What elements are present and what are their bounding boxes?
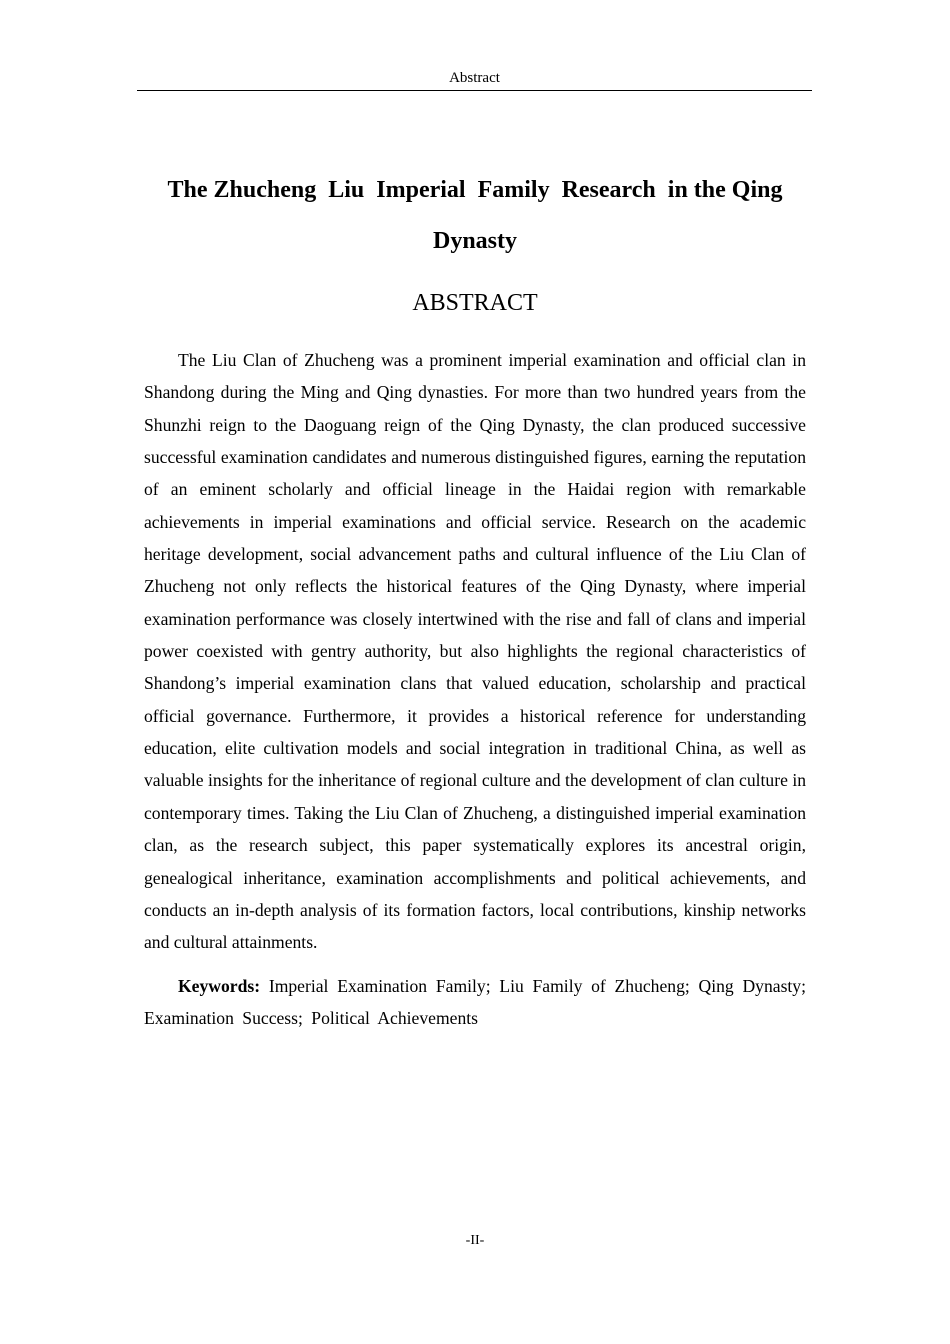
paper-title-line-1: The Zhucheng Liu Imperial Family Research in the Qing [167,177,783,203]
keywords-list: Imperial Examination Family; Liu Family of Zhucheng; Qing Dynasty; Examination Success; Political Achievements [144,976,806,1028]
abstract-body: The Liu Clan of Zhucheng was a prominent imperial examination and official clan in Shandong during the Ming and Qing dynasties. For more than two hundred years from the Shunzhi reign to the Daoguang reign of the Qing Dynasty, the clan produced successive successful examination candidates and numerous distinguished figures, earning the reputation of an eminent scholarly and official lineage in the Haidai region with remarkable achievements in imperial examinations and official service. Research on the academic heritage development, social advancement paths and cultural influence of the Liu Clan of Zhucheng not only reflects the historical features of the Qing Dynasty, where imperial examination performance was closely intertwined with the rise and fall of clans and imperial power coexisted with gentry authority, but also highlights the regional characteristics of Shandong’s imperial examination clans that valued education, scholarship and practical official governance. Furthermore, it provides a historical reference for understanding education, elite cultivation models and social integration in traditional China, as well as valuable insights for the inheritance of regional culture and the development of clan culture in contemporary times. Taking the Liu Clan of Zhucheng, a distinguished imperial examination clan, as the research subject, this paper systematically explores its ancestral origin, genealogical inheritance, examination accomplishments and political achievements, and conducts an in-depth analysis of its formation factors, local contributions, kinship networks and cultural attainments. [144,350,806,953]
paper-title [144,165,806,267]
running-header-title: Abstract [449,70,500,86]
running-header [137,70,812,91]
abstract-heading: ABSTRACT [412,290,538,316]
paper-title-line-2: Dynasty [432,228,517,254]
page-number: -II- [465,1233,485,1248]
keywords-paragraph [144,970,806,1034]
keywords-label: Keywords: [178,976,261,996]
